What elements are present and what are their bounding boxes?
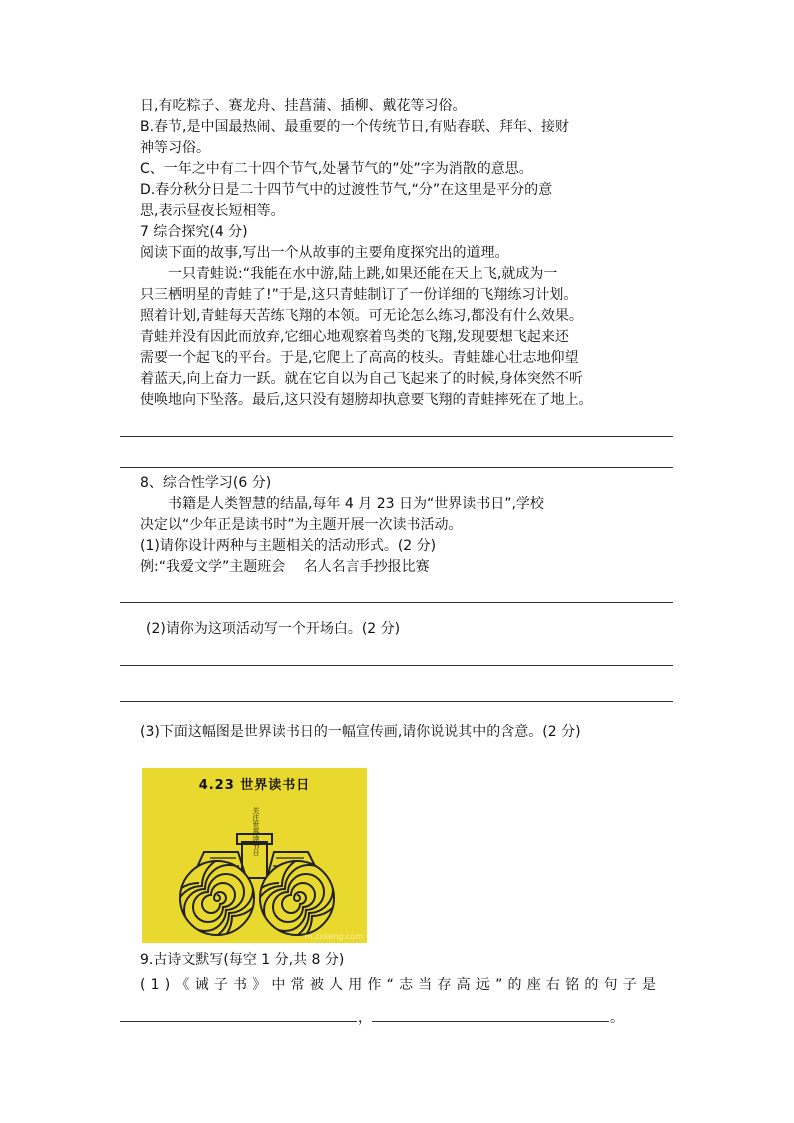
option-d-line-2: 思,表示昼夜长短相等。: [140, 203, 285, 219]
q8-part-3: (3)下面这幅图是世界读书日的一幅宣传画,请你说说其中的含意。(2 分): [140, 724, 581, 740]
answer-line[interactable]: [120, 665, 673, 666]
option-c: C、一年之中有二十四个节气,处暑节气的”处”字为消散的意思。: [140, 161, 533, 177]
q9-part-1: (1)《诫子书》中常被人用作“志当存高远”的座右铭的句子是: [140, 977, 662, 993]
option-d-line-1: D.春分秋分日是二十四节气中的过渡性节气,“分”在这里是平分的意: [140, 182, 553, 198]
binoculars-book-illustration: [142, 768, 367, 943]
story-line-2: 只三栖明星的青蛙了!”于是,这只青蛙制订了一份详细的飞翔练习计划。: [140, 287, 578, 303]
q9-heading: 9.古诗文默写(每空 1 分,共 8 分): [140, 952, 345, 968]
answer-line[interactable]: [120, 467, 673, 468]
option-b-line-2: 神等习俗。: [140, 140, 210, 156]
fill-blank-1[interactable]: [120, 1021, 357, 1022]
q8-part-2: (2)请你为这项活动写一个开场白。(2 分): [146, 621, 401, 637]
fill-blank-2[interactable]: [372, 1021, 609, 1022]
poster-vertical-text: 关注世界读书日: [252, 806, 260, 856]
story-line-6: 着蓝天,向上奋力一跃。就在它自以为自己飞起来了的时候,身体突然不听: [140, 371, 583, 387]
story-line-4: 青蛙并没有因此而放弃,它细心地观察着鸟类的飞翔,发现要想飞起来还: [140, 329, 569, 345]
q7-prompt: 阅读下面的故事,写出一个从故事的主要角度探究出的道理。: [140, 245, 509, 261]
answer-line[interactable]: [120, 436, 673, 437]
story-line-7: 使唤地向下坠落。最后,这只没有翅膀却执意要飞翔的青蛙摔死在了地上。: [140, 392, 593, 408]
q8-example: 例:“我爱文学”主题班会 名人名言手抄报比赛: [140, 559, 430, 575]
blank-separator: ，: [358, 1010, 372, 1026]
poster-watermark: m.zxkeng.com: [304, 932, 363, 941]
poster-title: 4.23 世界读书日: [198, 778, 311, 793]
answer-line[interactable]: [120, 602, 673, 603]
reading-day-poster: [142, 768, 367, 943]
text-line-1: 日,有吃粽子、赛龙舟、挂菖蒲、插柳、戴花等习俗。: [140, 98, 467, 114]
q8-intro-line-1: 书籍是人类智慧的结晶,每年 4 月 23 日为“世界读书日”,学校: [140, 496, 544, 512]
q8-part-1: (1)请你设计两种与主题相关的活动形式。(2 分): [140, 538, 437, 554]
q8-intro-line-2: 决定以“少年正是读书时”为主题开展一次读书活动。: [140, 517, 463, 533]
option-b-line-1: B.春节,是中国最热闹、最重要的一个传统节日,有贴春联、拜年、接财: [140, 119, 569, 135]
q8-heading: 8、综合性学习(6 分): [140, 475, 272, 491]
answer-line[interactable]: [120, 701, 673, 702]
story-line-5: 需要一个起飞的平台。于是,它爬上了高高的枝头。青蛙雄心壮志地仰望: [140, 350, 579, 366]
q7-heading: 7 综合探究(4 分): [140, 224, 248, 240]
blank-end-mark: 。: [610, 1010, 624, 1026]
story-line-3: 照着计划,青蛙每天苦练飞翔的本领。可无论怎么练习,都没有什么效果。: [140, 308, 583, 324]
story-line-1: 一只青蛙说:“我能在水中游,陆上跳,如果还能在天上飞,就成为一: [140, 266, 558, 282]
